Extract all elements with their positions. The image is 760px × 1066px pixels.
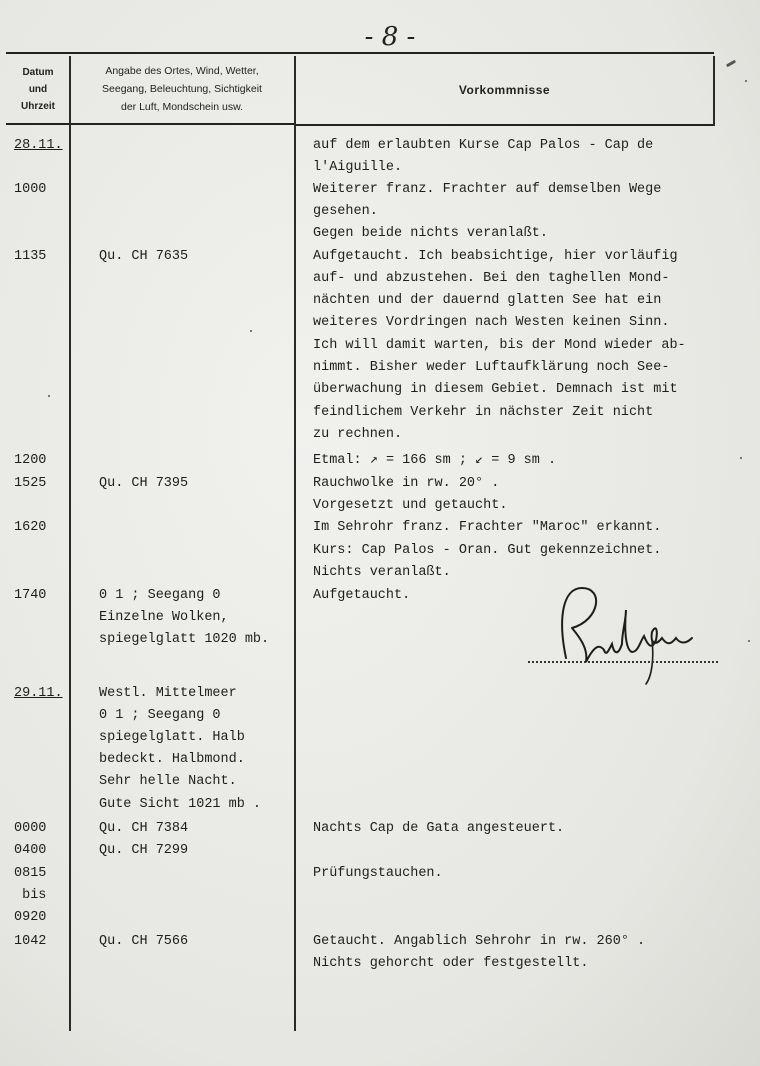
conditions-text: spiegelglatt 1020 mb. [99, 632, 270, 647]
event-text: auf- und abzustehen. Bei den taghellen Mond- [313, 271, 670, 286]
paper-speck [726, 60, 736, 68]
event-text: Weiterer franz. Frachter auf demselben Wege [313, 182, 662, 197]
event-text: nimmt. Bisher weder Luftaufklärung noch See- [313, 360, 670, 375]
time-text: 1042 [14, 934, 47, 949]
conditions-text: 0 1 ; Seegang 0 [99, 588, 221, 603]
conditions-text: Qu. CH 7566 [99, 934, 189, 949]
date-text: 28.11. [14, 138, 63, 153]
event-text: Prüfungstauchen. [313, 866, 443, 881]
event-text: überwachung in diesem Gebiet. Demnach ist mit [313, 382, 678, 397]
page-number: - 8 - [364, 22, 416, 52]
event-text: Gegen beide nichts veranlaßt. [313, 226, 548, 241]
time-text: 1740 [14, 588, 47, 603]
column-divider-2 [294, 56, 296, 1031]
conditions-text: Sehr helle Nacht. [99, 774, 237, 789]
time-text: 0920 [14, 910, 47, 925]
time-text: 1135 [14, 249, 47, 264]
conditions-text: spiegelglatt. Halb [99, 730, 245, 745]
event-text: Im Sehrohr franz. Frachter "Maroc" erkannt. [313, 520, 662, 535]
conditions-text: Qu. CH 7384 [99, 821, 189, 836]
header-bottom-rule-right [296, 124, 714, 126]
conditions-text: bedeckt. Halbmond. [99, 752, 245, 767]
conditions-text: Westl. Mittelmeer [99, 686, 237, 701]
conditions-text: Qu. CH 7299 [99, 843, 189, 858]
header-date-line-3: Uhrzeit [21, 101, 55, 112]
time-text: 1200 [14, 453, 47, 468]
event-text: feindlichem Verkehr in nächster Zeit nicht [313, 405, 654, 420]
paper-speck [48, 395, 50, 397]
time-text: 1525 [14, 476, 47, 491]
signature-dotted-line [528, 661, 718, 663]
event-text: Nichts veranlaßt. [313, 565, 451, 580]
event-text: auf dem erlaubten Kurse Cap Palos - Cap de [313, 138, 654, 153]
conditions-text: Gute Sicht 1021 mb . [99, 797, 262, 812]
event-text: Nichts gehorcht oder festgestellt. [313, 956, 589, 971]
event-text: Aufgetaucht. [313, 588, 411, 603]
event-text: Vorgesetzt und getaucht. [313, 498, 508, 513]
header-conditions-line-2: Seegang, Beleuchtung, Sichtigkeit [102, 83, 262, 95]
time-text: 0400 [14, 843, 47, 858]
time-text: 0000 [14, 821, 47, 836]
paper-speck [745, 80, 747, 82]
event-text: gesehen. [313, 204, 378, 219]
header-conditions-line-3: der Luft, Mondschein usw. [121, 101, 243, 113]
header-date-time [8, 64, 68, 115]
event-text: Etmal: ↗ = 166 sm ; ↙ = 9 sm . [313, 453, 557, 468]
time-text: 1620 [14, 520, 47, 535]
event-text: Aufgetaucht. Ich beabsichtige, hier vorläufig [313, 249, 678, 264]
header-conditions [72, 62, 292, 116]
event-text: nächten und der dauernd glatten See hat ein [313, 293, 662, 308]
header-conditions-line-1: Angabe des Ortes, Wind, Wetter, [105, 65, 259, 77]
event-text: weiteres Vordringen nach Westen keinen Sinn. [313, 315, 670, 330]
handwritten-signature [552, 580, 702, 690]
paper-speck [740, 457, 742, 459]
table-top-rule [6, 52, 714, 54]
header-right-border [713, 56, 715, 126]
header-events: Vorkommnisse [458, 83, 551, 97]
conditions-text: Qu. CH 7395 [99, 476, 189, 491]
header-date-line-2: und [28, 84, 48, 95]
conditions-text: Qu. CH 7635 [99, 249, 189, 264]
time-text: bis [14, 888, 47, 903]
paper-speck [748, 640, 750, 642]
event-text: l'Aiguille. [313, 160, 403, 175]
time-text: 0815 [14, 866, 47, 881]
event-text: Kurs: Cap Palos - Oran. Gut gekennzeichnet. [313, 543, 662, 558]
date-text: 29.11. [14, 686, 63, 701]
event-text: zu rechnen. [313, 427, 403, 442]
event-text: Getaucht. Angablich Sehrohr in rw. 260° . [313, 934, 646, 949]
header-date-line-1: Datum [22, 67, 54, 78]
event-text: Nachts Cap de Gata angesteuert. [313, 821, 565, 836]
header-bottom-rule [6, 123, 296, 125]
time-text: 1000 [14, 182, 47, 197]
column-divider-1 [69, 56, 71, 1031]
conditions-text: 0 1 ; Seegang 0 [99, 708, 221, 723]
event-text: Rauchwolke in rw. 20° . [313, 476, 500, 491]
event-text: Ich will damit warten, bis der Mond wieder ab- [313, 338, 686, 353]
paper-speck [250, 330, 252, 332]
conditions-text: Einzelne Wolken, [99, 610, 229, 625]
